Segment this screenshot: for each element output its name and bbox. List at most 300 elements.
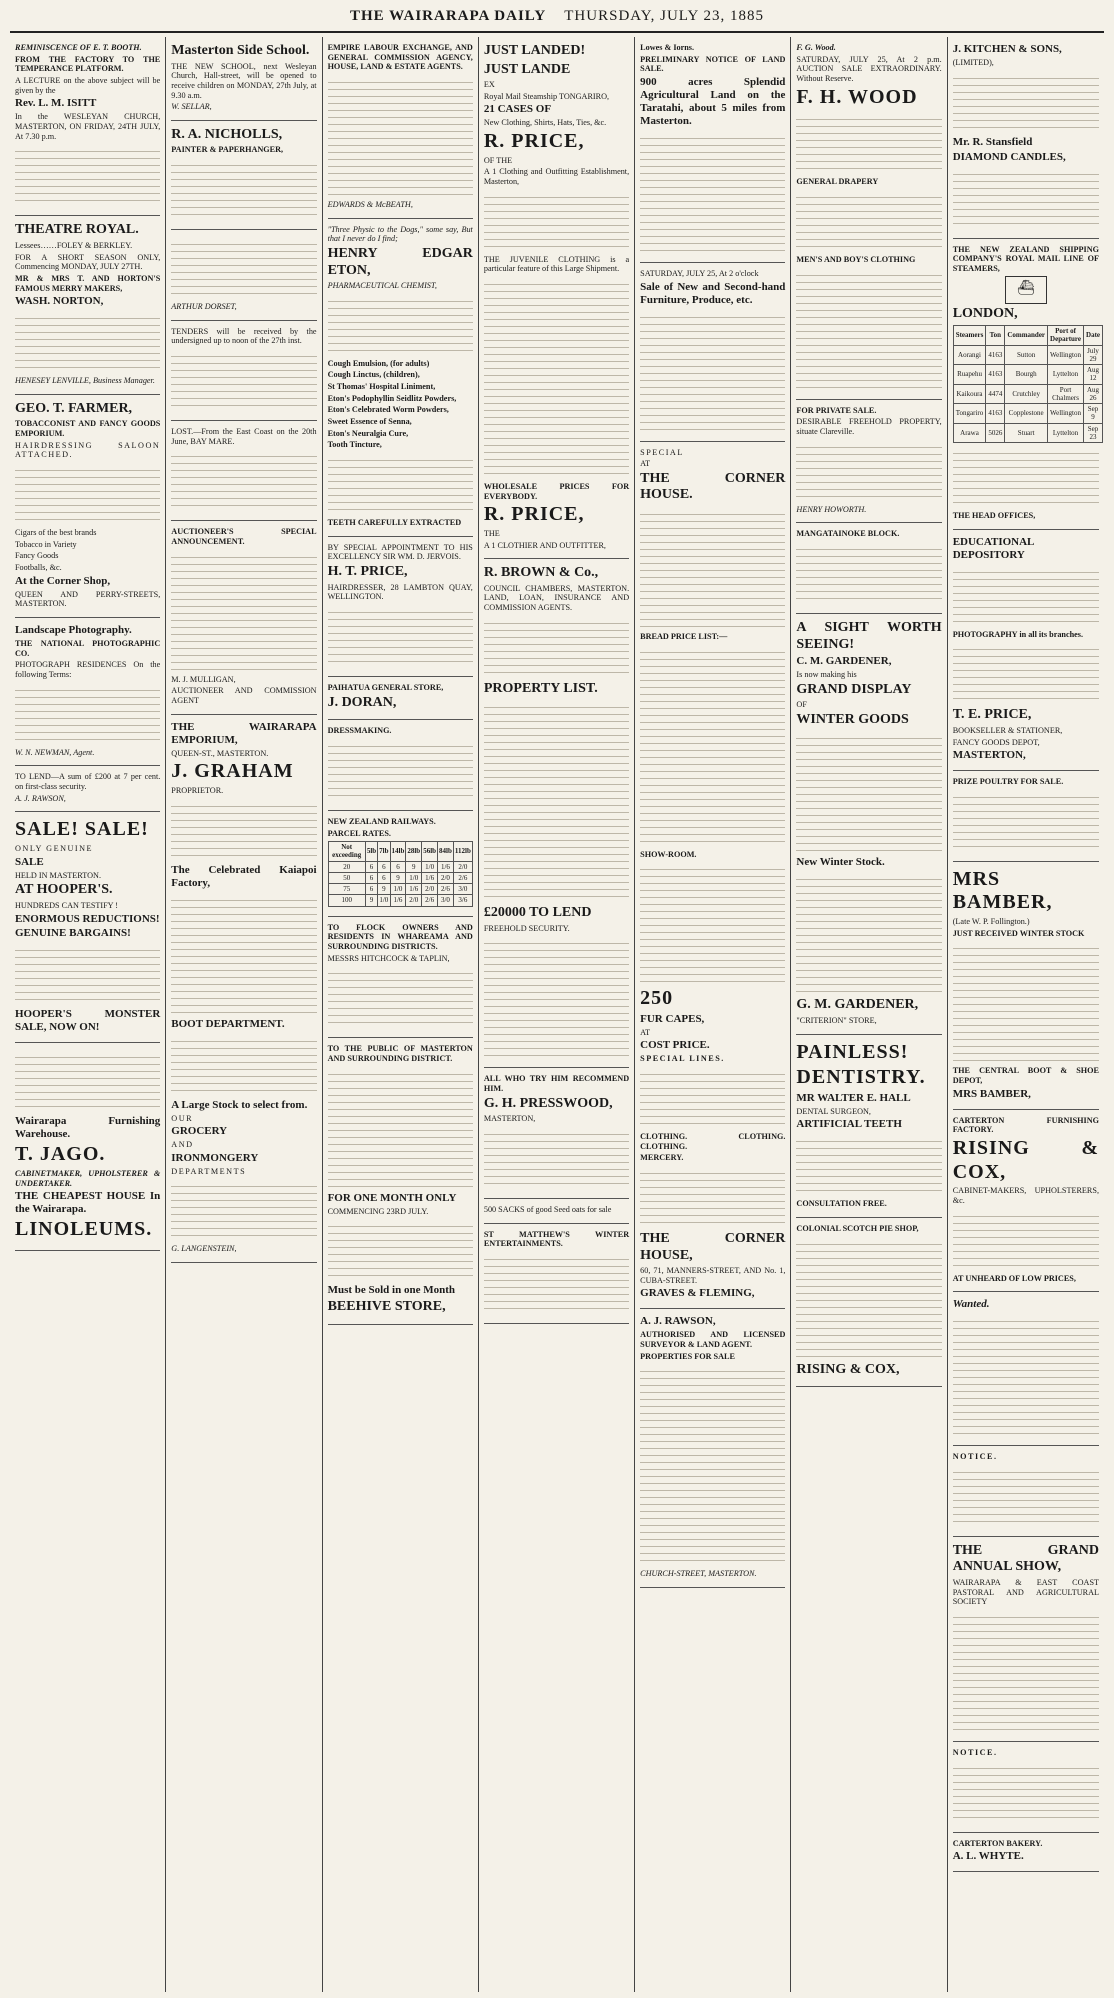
hprice-trade: HAIRDRESSER, 28 LAMBTON QUAY, WELLINGTON. — [327, 582, 473, 602]
winter-entertainments: ST MATTHEW'S WINTER ENTERTAINMENTS. — [483, 1229, 630, 1249]
freehold-security: FREEHOLD SECURITY. — [483, 923, 570, 933]
hitchcock-name: MESSRS HITCHCOCK & TAPLIN, — [327, 953, 450, 963]
rates-cell: 50 — [328, 872, 365, 883]
cabinet-makers: CABINET-MAKERS, UPHOLSTERERS, &c. — [952, 1186, 1099, 1205]
school-title: Masterton Side School. — [171, 43, 310, 58]
poultry-ad — [953, 771, 1099, 862]
body-text — [953, 168, 1099, 228]
steamship: Royal Mail Steamship TONGARIRO, — [483, 91, 610, 101]
nicholls-name: R. A. NICHOLLS, — [171, 126, 283, 142]
unheard-prices: AT UNHEARD OF LOW PRICES, — [952, 1273, 1076, 1283]
ship-icon: ⛴ — [1005, 276, 1047, 304]
dentist-name: MR WALTER E. HALL — [796, 1091, 911, 1104]
winter-ent-ad — [484, 1224, 629, 1324]
ship-head-cell: Port of Departure — [1048, 326, 1084, 346]
kitchen-limited: (LIMITED), — [952, 57, 994, 67]
sale-word: SALE — [15, 855, 44, 868]
furnishing-warehouse: Wairarapa Furnishing Warehouse. — [15, 1115, 161, 1141]
body-text — [484, 278, 629, 478]
howorth-name: HENRY HOWORTH. — [796, 504, 867, 514]
photo-residences: PHOTOGRAPH RESIDENCES On the following Terms: — [15, 660, 161, 680]
the-word: THE — [483, 528, 500, 538]
juvenile: THE JUVENILE CLOTHING is a particular feature of this Large Shipment. — [483, 254, 630, 274]
church-street: CHURCH-STREET, MASTERTON. — [640, 1569, 757, 1579]
bookseller: BOOKSELLER & STATIONER, — [952, 725, 1063, 735]
grand-display: GRAND DISPLAY — [796, 681, 912, 697]
presswood-name: G. H. PRESSWOOD, — [483, 1095, 613, 1111]
remedy-senna: Sweet Essence of Senna, — [327, 417, 412, 427]
corner-house-ad — [640, 442, 785, 1310]
rates-cell: 1/0 — [422, 861, 438, 872]
at-word: AT — [640, 459, 651, 469]
body-text — [484, 1253, 629, 1313]
goods-line: Tobacco in Variety — [15, 539, 77, 549]
cost-price: COST PRICE. — [640, 1039, 710, 1052]
tprice-name: T. E. PRICE, — [952, 707, 1032, 723]
body-text — [640, 1365, 785, 1565]
body-text — [484, 1128, 629, 1188]
rates-cell: 2/0 — [406, 895, 422, 906]
lecture-text: A LECTURE on the above subject will be given by the — [15, 76, 161, 95]
table-row — [328, 872, 472, 883]
body-text — [953, 1210, 1099, 1270]
ship-cell: Aorangi — [953, 345, 986, 365]
corner-house: THE CORNER HOUSE. — [640, 470, 786, 503]
body-text — [328, 76, 473, 196]
cheapest-house: THE CHEAPEST HOUSE In the Wairarapa. — [15, 1190, 161, 1216]
farmer-ad — [15, 395, 160, 618]
rates-cell: 6 — [365, 872, 377, 883]
recommend: ALL WHO TRY HIM RECOMMEND HIM. — [483, 1074, 630, 1094]
body-text — [484, 701, 629, 901]
ship-head-cell: Ton — [986, 326, 1005, 346]
enormous-reductions: ENORMOUS REDUCTIONS! — [15, 912, 160, 925]
society-name: WAIRARAPA & EAST COAST PASTORAL AND AGRICULTURAL SOCIETY — [952, 1577, 1099, 1607]
body-text — [328, 740, 473, 800]
bakery-ad — [953, 1833, 1099, 1873]
lend-ad — [15, 766, 160, 812]
rates-cell: 9 — [390, 872, 406, 883]
wholesale: WHOLESALE PRICES FOR EVERYBODY. — [483, 481, 630, 501]
body-text — [796, 269, 941, 389]
grocery-word: GROCERY — [171, 1125, 228, 1138]
fhwood-name: F. H. WOOD — [796, 85, 918, 108]
column-3 — [323, 37, 479, 1992]
rates-cell: 1/0 — [406, 872, 422, 883]
fwood-auction: SATURDAY, JULY 25, At 2 p.m. AUCTION SALE EXTRAORDINARY. Without Reserve. — [796, 54, 942, 84]
boot-department: BOOT DEPARTMENT. — [171, 1017, 285, 1030]
rates-cell: 1/6 — [406, 884, 422, 895]
body-text — [640, 646, 785, 846]
brown-name: R. BROWN & Co., — [483, 565, 599, 581]
of-the: OF THE — [483, 155, 513, 165]
criterion-store: "CRITERION" STORE, — [796, 1015, 877, 1025]
property-list: PROPERTY LIST. — [483, 680, 598, 696]
sailings-table — [953, 325, 1103, 443]
remedy-powders: Eton's Podophyllin Seidlitz Powders, — [327, 393, 457, 403]
lend-text: TO LEND—A sum of £200 at 7 per cent. on first-class security. — [15, 772, 161, 792]
ship-cell: 4474 — [986, 384, 1005, 404]
ship-cell: Sutton — [1005, 345, 1048, 365]
mulligan-ad — [171, 521, 316, 714]
our-word: OUR — [171, 1113, 194, 1123]
fhwood-ad — [796, 37, 941, 400]
cases: 21 CASES OF — [483, 103, 552, 116]
rates-cell: 2/0 — [453, 861, 472, 872]
hoopers-ad — [15, 812, 160, 1043]
held-in: HELD IN MASTERTON. — [15, 870, 102, 880]
body-text — [953, 791, 1099, 851]
auctioneer-heading: AUCTIONEER'S SPECIAL ANNOUNCEMENT. — [171, 527, 317, 547]
rates-cell: 2/6 — [453, 872, 472, 883]
column-6 — [791, 37, 947, 1992]
show-room: SHOW-ROOM. — [640, 849, 697, 859]
pie-shop-ad — [796, 1218, 941, 1387]
kaiapoi-factory: The Celebrated Kaiapoi Factory, — [171, 863, 317, 889]
parcel-rates: PARCEL RATES. — [327, 828, 391, 838]
body-text — [796, 1238, 941, 1358]
rates-header — [328, 842, 472, 862]
langenstein-name: G. LANGENSTEIN, — [171, 1244, 237, 1254]
farmer-saloon: HAIRDRESSING SALOON ATTACHED. — [15, 440, 161, 460]
eton-ad — [328, 219, 473, 537]
notice-ad — [953, 1446, 1099, 1537]
ship-cell: Tongariro — [953, 404, 986, 424]
body-text — [953, 447, 1099, 507]
kitchen-ad — [953, 37, 1099, 239]
remedy-tooth: Tooth Tincture, — [327, 440, 382, 450]
mulligan-name: M. J. MULLIGAN, — [171, 674, 236, 684]
body-text — [796, 191, 941, 251]
exchange-title: EMPIRE LABOUR EXCHANGE, AND GENERAL COMMISSION AGENCY, HOUSE, LAND & ESTATE AGENTS. — [327, 43, 473, 72]
remedy-worm: Eton's Celebrated Worm Powders, — [327, 405, 449, 415]
table-row — [953, 384, 1102, 404]
public-heading: TO THE PUBLIC OF MASTERTON AND SURROUNDING DISTRICT. — [327, 1044, 473, 1064]
body-text — [953, 1466, 1099, 1526]
head-offices: THE HEAD OFFICES, — [952, 511, 1036, 521]
rates-head-cell: 84lb — [438, 842, 454, 862]
ship-cell: Sep 23 — [1084, 423, 1103, 443]
rprice-name: R. PRICE, — [483, 130, 585, 153]
making: Is now making his — [796, 669, 857, 679]
body-text — [484, 937, 629, 1057]
body-text — [15, 944, 160, 1004]
rising-cox: RISING & COX, — [952, 1137, 1099, 1183]
theatre-norton: WASH. NORTON, — [15, 295, 104, 308]
shipping-company: THE NEW ZEALAND SHIPPING COMPANY'S ROYAL MAIL LINE OF STEAMERS, — [952, 244, 1099, 273]
linoleums: LINOLEUMS. — [15, 1218, 153, 1241]
educational-depository: EDUCATIONAL DEPOSITORY — [952, 535, 1035, 561]
body-text — [796, 441, 941, 501]
emporium-street: QUEEN-ST., MASTERTON. — [171, 748, 269, 758]
body-text — [953, 942, 1099, 1062]
lecture-venue: In the WESLEYAN CHURCH, MASTERTON, ON FRIDAY, 24TH JULY, At 7.30 p.m. — [15, 112, 161, 141]
rates-head-cell: 7lb — [378, 842, 390, 862]
farmer-business: TOBACCONIST AND FANCY GOODS EMPORIUM. — [15, 419, 161, 439]
body-text — [171, 1035, 316, 1095]
body-text — [953, 1315, 1099, 1435]
diamond-candles: DIAMOND CANDLES, — [952, 150, 1066, 163]
rates-cell: 2/0 — [422, 884, 438, 895]
ship-cell: 4163 — [986, 404, 1005, 424]
tprice-ad — [953, 530, 1099, 771]
jago-trade: CABINETMAKER, UPHOLSTERER & UNDERTAKER. — [15, 1168, 161, 1188]
goods-line: Fancy Goods — [15, 551, 59, 561]
exchange-agents: EDWARDS & McBEATH, — [327, 200, 413, 210]
body-text — [171, 350, 316, 410]
rates-cell: 6 — [390, 861, 406, 872]
just-landed-2: JUST LANDE — [483, 61, 571, 77]
lecturer-name: Rev. L. M. ISITT — [15, 97, 97, 110]
table-row — [328, 861, 472, 872]
body-text — [171, 1180, 316, 1240]
eton-quote: "Three Physic to the Dogs," some say, But that I never do I find; — [327, 224, 473, 244]
rates-cell: 1/6 — [438, 861, 454, 872]
tenders-text: TENDERS will be received by the undersigned up to noon of the 27th inst. — [171, 326, 317, 346]
table-row — [328, 884, 472, 895]
mens-clothing: MEN'S AND BOY'S CLOTHING — [796, 254, 916, 264]
body-text — [484, 191, 629, 251]
ship-header — [953, 326, 1102, 346]
appointment: BY SPECIAL APPOINTMENT TO HIS EXCELLENCY SIR WM. D. JERVOIS. — [327, 542, 473, 562]
gardener-ad — [796, 614, 941, 1035]
rates-cell: 3/6 — [453, 895, 472, 906]
remedy-neuralgia: Eton's Neuralgia Cure, — [327, 428, 409, 438]
ship-cell: Lyttelton — [1048, 423, 1084, 443]
rawson-name: A. J. RAWSON, — [640, 1315, 716, 1328]
table-row — [953, 423, 1102, 443]
ship-cell: Bourgh — [1005, 365, 1048, 385]
doran-ad — [328, 677, 473, 720]
ship-head-cell: Date — [1084, 326, 1103, 346]
theatre-minstrels: MR & MRS T. AND HORTON'S FAMOUS MERRY MAKERS, — [15, 273, 161, 293]
sale-banner — [15, 818, 160, 842]
outfitting: A 1 Clothing and Outfitting Establishment, Masterton, — [483, 167, 630, 186]
body-text — [640, 508, 785, 628]
corner-shop: At the Corner Shop, — [15, 574, 111, 587]
column-2 — [166, 37, 322, 1992]
column-1 — [10, 37, 166, 1992]
rates-cell: 2/6 — [422, 895, 438, 906]
rates-cell: 6 — [378, 861, 390, 872]
table-row — [953, 404, 1102, 424]
show-ad — [953, 1537, 1099, 1742]
beehive-store: BEEHIVE STORE, — [327, 1299, 446, 1315]
ship-cell: July 29 — [1084, 345, 1103, 365]
only-genuine: ONLY GENUINE — [15, 844, 94, 853]
remedy-hospital: St Thomas' Hospital Liniment, — [327, 382, 436, 392]
notice2-ad — [953, 1742, 1099, 1833]
special-lines: SPECIAL LINES. — [640, 1054, 725, 1064]
remedy-linctus: Cough Linctus, (children), — [327, 370, 420, 380]
notice-heading: NOTICE. — [952, 1452, 998, 1462]
newspaper-title: THE WAIRARAPA DAILY — [350, 8, 547, 24]
theatre-title: THEATRE ROYAL. — [15, 222, 139, 238]
presswood-town: MASTERTON, — [483, 1114, 536, 1124]
bamber-name-2: MRS BAMBER, — [952, 1087, 1031, 1100]
rates-cell: 9 — [378, 884, 390, 895]
body-text — [328, 1220, 473, 1280]
rates-head-cell: Not exceeding — [328, 842, 365, 862]
body-text — [953, 566, 1099, 626]
ship-cell: 5026 — [986, 423, 1005, 443]
rates-cell: 20 — [328, 861, 365, 872]
rates-head-cell: 5lb — [365, 842, 377, 862]
lend-agent: A. J. RAWSON, — [15, 793, 66, 803]
landscape-title: Landscape Photography. — [15, 624, 132, 637]
sight-worth: A SIGHT WORTH SEEING! — [796, 619, 942, 652]
desirable-property: DESIRABLE FREEHOLD PROPERTY, situate Clareville. — [796, 417, 942, 436]
rates-cell: 75 — [328, 884, 365, 895]
painless: PAINLESS! — [796, 1040, 909, 1063]
body-text — [796, 732, 941, 852]
photo-agent: W. N. NEWMAN, Agent. — [15, 747, 95, 757]
private-sale-ad — [796, 400, 941, 524]
genuine-bargains: GENUINE BARGAINS! — [15, 927, 131, 940]
hprice-name: H. T. PRICE, — [327, 564, 408, 580]
education-secretary: ARTHUR DORSET, — [171, 302, 237, 312]
body-text — [15, 145, 160, 205]
clothing-dept: CLOTHING. CLOTHING. CLOTHING. — [640, 1132, 786, 1151]
bread-price: BREAD PRICE LIST:— — [640, 631, 728, 641]
rates-cell: 1/0 — [379, 896, 389, 905]
body-text — [328, 967, 473, 1027]
railways-title: NEW ZEALAND RAILWAYS. — [327, 816, 436, 826]
commencing: COMMENCING 23RD JULY. — [327, 1206, 429, 1216]
pie-shop: COLONIAL SCOTCH PIE SHOP, — [796, 1223, 919, 1233]
general-drapery: GENERAL DRAPERY — [796, 177, 879, 187]
rates-cell: 6 — [378, 872, 390, 883]
body-text — [328, 454, 473, 514]
gardener-name: C. M. GARDENER, — [796, 655, 892, 668]
sale-word-1: SALE! — [15, 818, 79, 841]
lost-ad — [171, 421, 316, 521]
reminiscence-heading: REMINISCENCE OF E. T. BOOTH. — [15, 43, 142, 52]
ship-cell: Copplestone — [1005, 404, 1048, 424]
body-text — [796, 113, 941, 173]
eton-trade: PHARMACEUTICAL CHEMIST, — [327, 281, 437, 291]
rates-head-cell: 14lb — [390, 842, 406, 862]
flock-heading: TO FLOCK OWNERS AND RESIDENTS IN WHAREAMA AND SURROUNDING DISTRICTS. — [327, 922, 473, 952]
railways-ad — [328, 811, 473, 917]
emporium-title: THE WAIRARAPA EMPORIUM, — [171, 720, 317, 746]
a1-outfitter: A 1 CLOTHIER AND OUTFITTER, — [483, 540, 606, 550]
cuba-street: 60, 71, MANNERS-STREET, AND No. 1, CUBA-STREET. — [640, 1266, 786, 1285]
rates-cell: 9 — [365, 895, 377, 906]
remedy-cough: Cough Emulsion, (for adults) — [327, 358, 430, 368]
photography: PHOTOGRAPHY in all its branches. — [952, 629, 1084, 639]
annual-show: THE GRAND ANNUAL SHOW, — [952, 1542, 1099, 1575]
ship-cell: Aug 26 — [1084, 384, 1103, 404]
consultation-free: CONSULTATION FREE. — [796, 1199, 887, 1209]
body-text — [953, 1611, 1099, 1731]
paihatua-store: PAIHATUA GENERAL STORE, — [327, 682, 444, 692]
prelim-notice: PRELIMINARY NOTICE OF LAND SALE. — [640, 54, 786, 74]
oats-text: 500 SACKS of good Seed oats for sale — [483, 1205, 612, 1215]
temperance-heading: FROM THE FACTORY TO THE TEMPERANCE PLATFORM. — [15, 54, 161, 74]
bamber-ad — [953, 862, 1099, 1110]
ship-head-cell: Commander — [1005, 326, 1048, 346]
table-row — [328, 895, 472, 906]
ship-cell: Ruapehu — [953, 365, 986, 385]
theatre-season: FOR A SHORT SEASON ONLY, Commencing MONDAY, JULY 27TH. — [15, 252, 161, 272]
nicholls-ad — [171, 121, 316, 230]
rates-table — [328, 841, 473, 907]
table-row — [953, 365, 1102, 385]
dentistry-ad — [796, 1035, 941, 1218]
body-text — [328, 606, 473, 666]
theatre-lessees: Lessees……FOLEY & BERKLEY. — [15, 240, 133, 250]
goods-line: Footballs, &c. — [15, 563, 62, 573]
mulligan-title: AUCTIONEER AND COMMISSION AGENT — [171, 686, 317, 706]
ship-cell: Crutchley — [1005, 384, 1048, 404]
rates-cell: 2/0 — [438, 872, 454, 883]
ex-word: EX — [483, 80, 495, 90]
sale-word-2: SALE! — [84, 818, 149, 841]
body-text — [640, 863, 785, 983]
sale-furniture: Sale of New and Second-hand Furniture, Produce, etc. — [640, 280, 786, 306]
column-7 — [948, 37, 1104, 1992]
properties-sale: PROPERTIES FOR SALE — [640, 1351, 735, 1361]
lend-amount: £20000 TO LEND — [483, 905, 592, 921]
theatre-ad — [15, 216, 160, 395]
rates-cell: 6 — [365, 884, 377, 895]
rawson-title: AUTHORISED AND LICENSED SURVEYOR & LAND AGENT. — [640, 1330, 786, 1350]
teeth-extracted: TEETH CAREFULLY EXTRACTED — [327, 518, 462, 528]
just-landed: JUST LANDED! — [483, 43, 586, 58]
goods-line: Cigars of the best brands — [15, 528, 97, 538]
wanted-heading: Wanted. — [952, 1298, 990, 1311]
hundreds-testify: HUNDREDS CAN TESTIFY ! — [15, 900, 119, 910]
wanted-ad — [953, 1292, 1099, 1446]
eton-name: HENRY EDGAR ETON, — [327, 246, 473, 278]
ship-cell: Wellington — [1048, 345, 1084, 365]
columns — [10, 37, 1104, 1992]
monster-sale: HOOPER'S MONSTER SALE, NOW ON! — [15, 1008, 161, 1034]
body-text — [640, 1167, 785, 1227]
large-stock: A Large Stock to select from. — [171, 1098, 308, 1111]
whyte-name: A. L. WHYTE. — [952, 1850, 1024, 1863]
school-secretary: W. SELLAR, — [171, 102, 212, 112]
jago-ad — [15, 1043, 160, 1250]
body-text — [640, 1068, 785, 1128]
graham-proprietor: PROPRIETOR. — [171, 785, 224, 795]
farmer-name: GEO. T. FARMER, — [15, 400, 133, 416]
lecture-ad — [15, 37, 160, 216]
theatre-manager: HENESEY LENVILLE, Business Manager. — [15, 376, 155, 386]
must-be-sold: Must be Sold in one Month — [327, 1284, 456, 1297]
body-text — [171, 551, 316, 671]
rates-cell: 2/6 — [438, 884, 454, 895]
gardener-name-2: G. M. GARDENER, — [796, 997, 919, 1013]
rates-cell: 100 — [328, 895, 365, 906]
ship-cell: 4163 — [986, 345, 1005, 365]
rprice-name-2: R. PRICE, — [483, 503, 585, 526]
rates-head-cell: 56lb — [422, 842, 438, 862]
body-text — [171, 450, 316, 510]
issue-date: THURSDAY, JULY 23, 1885 — [564, 8, 764, 24]
flock-ad — [328, 917, 473, 1039]
body-text — [640, 311, 785, 431]
of-word: OF — [796, 700, 807, 710]
mangatainoke-ad — [796, 523, 941, 614]
london: LONDON, — [952, 305, 1018, 321]
body-text — [953, 643, 1099, 703]
one-month: FOR ONE MONTH ONLY — [327, 1191, 457, 1204]
prize-poultry: PRIZE POULTRY FOR SALE. — [952, 777, 1064, 787]
education-ad — [171, 230, 316, 321]
body-text — [171, 800, 316, 860]
